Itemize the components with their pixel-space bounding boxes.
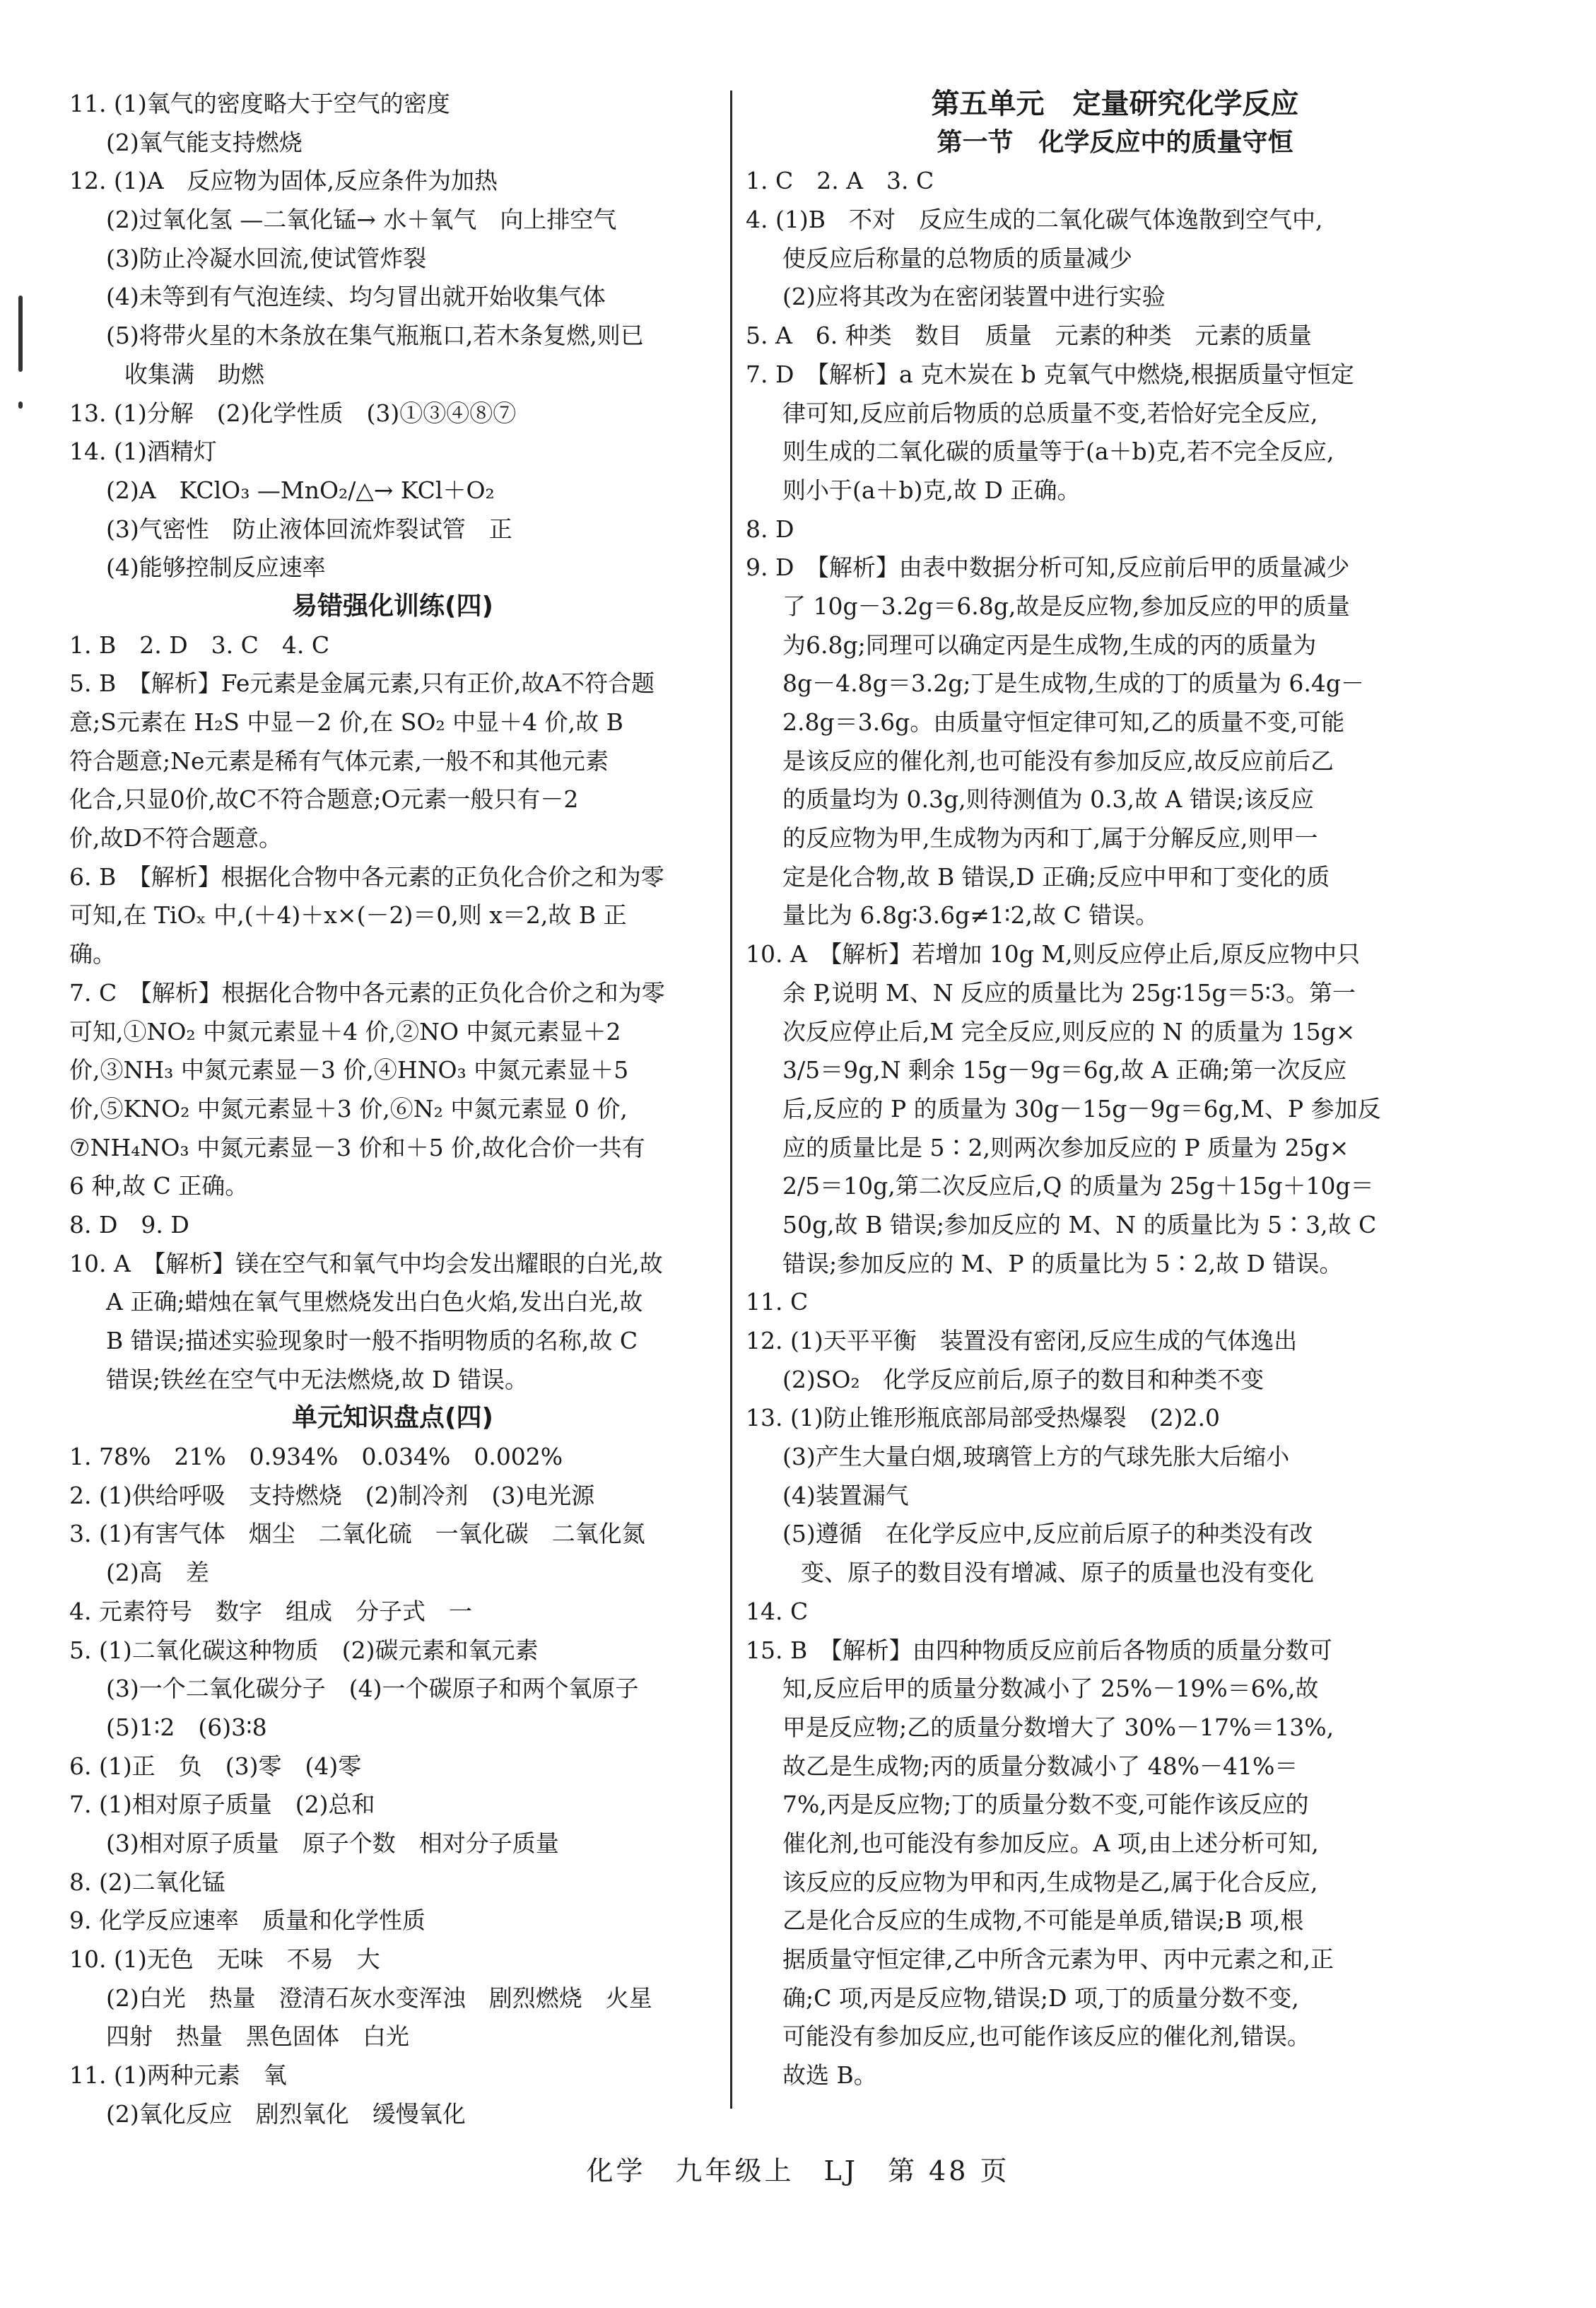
answer-line: 确;C 项,丙是反应物,错误;D 项,丁的质量分数不变, — [782, 1984, 1299, 2012]
answer-line: 可知,①NO₂ 中氮元素显＋4 价,②NO 中氮元素显＋2 — [69, 1017, 621, 1045]
answer-line: 意;S元素在 H₂S 中显－2 价,在 SO₂ 中显＋4 价,故 B — [69, 708, 623, 736]
answer-line: 次反应停止后,M 完全反应,则反应的 N 的质量为 15g× — [782, 1017, 1356, 1045]
answer-line: 则生成的二氧化碳的质量等于(a＋b)克,若不完全反应, — [782, 438, 1334, 466]
answer-line: 14. C — [746, 1597, 809, 1625]
answer-line: 律可知,反应前后物质的总质量不变,若恰好完全反应, — [782, 399, 1318, 427]
answer-line: 8g－4.8g＝3.2g;丁是生成物,生成的丁的质量为 6.4g－ — [782, 669, 1365, 698]
section-heading: 单元知识盘点(四) — [292, 1403, 493, 1433]
answer-line: A 正确;蜡烛在氧气里燃烧发出白色火焰,发出白光,故 — [106, 1288, 643, 1316]
page-footer: 化学 九年级上 LJ 第 48 页 — [586, 2155, 1010, 2186]
answer-line: 收集满 助燃 — [124, 360, 264, 388]
answer-line: 2. (1)供给呼吸 支持燃烧 (2)制冷剂 (3)电光源 — [69, 1481, 595, 1509]
answer-line: 10. A 【解析】若增加 10g M,则反应停止后,原反应物中只 — [746, 940, 1361, 968]
answer-line: (4)未等到有气泡连续、均匀冒出就开始收集气体 — [106, 283, 606, 311]
answer-line: 余 P,说明 M、N 反应的质量比为 25g∶15g＝5∶3。第一 — [782, 978, 1356, 1007]
answer-line: (2)应将其改为在密闭装置中进行实验 — [782, 283, 1166, 311]
answer-line: 错误;参加反应的 M、P 的质量比为 5∶2,故 D 错误。 — [782, 1249, 1343, 1277]
answer-line: 据质量守恒定律,乙中所含元素为甲、丙中元素之和,正 — [782, 1945, 1334, 1973]
answer-line: 催化剂,也可能没有参加反应。A 项,由上述分析可知, — [782, 1829, 1319, 1857]
answer-line: 10. A 【解析】镁在空气和氧气中均会发出耀眼的白光,故 — [69, 1249, 663, 1277]
answer-line: ⑦NH₄NO₃ 中氮元素显－3 价和＋5 价,故化合价一共有 — [69, 1133, 645, 1161]
left-column — [69, 85, 716, 2133]
answer-line: 错误;铁丝在空气中无法燃烧,故 D 错误。 — [106, 1365, 529, 1393]
answer-line: (2)A KClO₃ —MnO₂/△→ KCl＋O₂ — [106, 476, 495, 504]
answer-line: 12. (1)A 反应物为固体,反应条件为加热 — [69, 167, 498, 195]
answer-line: 5. A 6. 种类 数目 质量 元素的种类 元素的质量 — [746, 322, 1312, 350]
answer-line: 13. (1)分解 (2)化学性质 (3)①③④⑧⑦ — [69, 399, 517, 427]
answer-line: 11. (1)氧气的密度略大于空气的密度 — [69, 90, 450, 117]
answer-line: (2)过氧化氢 —二氧化锰→ 水＋氧气 向上排空气 — [106, 206, 617, 234]
answer-line: 7. (1)相对原子质量 (2)总和 — [69, 1791, 375, 1819]
answer-line: 是该反应的催化剂,也可能没有参加反应,故反应前后乙 — [782, 746, 1334, 775]
answer-line: 量比为 6.8g∶3.6g≠1∶2,故 C 错误。 — [782, 901, 1159, 930]
answer-line: 7. D 【解析】a 克木炭在 b 克氧气中燃烧,根据质量守恒定 — [746, 360, 1354, 388]
answer-line: 10. (1)无色 无味 不易 大 — [69, 1945, 380, 1973]
answer-line: 14. (1)酒精灯 — [69, 438, 217, 466]
answer-line: 8. D — [746, 515, 794, 543]
right-column — [746, 85, 1484, 2095]
answer-line: 9. D 【解析】由表中数据分析可知,反应前后甲的质量减少 — [746, 553, 1350, 582]
answer-line: 5. B 【解析】Fe元素是金属元素,只有正价,故A不符合题 — [69, 669, 655, 698]
answer-line: 5. (1)二氧化碳这种物质 (2)碳元素和氧元素 — [69, 1636, 539, 1664]
answer-line: 1. B 2. D 3. C 4. C — [69, 631, 330, 659]
answer-line: (3)相对原子质量 原子个数 相对分子质量 — [106, 1829, 559, 1857]
answer-line: 乙是化合反应的生成物,不可能是单质,错误;B 项,根 — [782, 1906, 1304, 1935]
answer-line: 8. (2)二氧化锰 — [69, 1868, 225, 1896]
scan-mark — [18, 295, 23, 372]
section-heading: 第五单元 定量研究化学反应 — [931, 88, 1299, 120]
answer-line: 1. 78% 21% 0.934% 0.034% 0.002% — [69, 1443, 563, 1471]
answer-line: (4)能够控制反应速率 — [106, 553, 326, 582]
answer-line: 13. (1)防止锥形瓶底部局部受热爆裂 (2)2.0 — [746, 1404, 1220, 1432]
answer-line: (3)气密性 防止液体回流炸裂试管 正 — [106, 515, 512, 543]
section-heading: 第一节 化学反应中的质量守恒 — [937, 127, 1293, 157]
answer-line: 3/5＝9g,N 剩余 15g－9g＝6g,故 A 正确;第一次反应 — [782, 1056, 1347, 1084]
answer-line: (3)产生大量白烟,玻璃管上方的气球先胀大后缩小 — [782, 1443, 1290, 1471]
answer-line: (5)遵循 在化学反应中,反应前后原子的种类没有改 — [782, 1520, 1313, 1548]
answer-line: 价,故D不符合题意。 — [69, 824, 282, 853]
answer-line: 价,⑤KNO₂ 中氮元素显＋3 价,⑥N₂ 中氮元素显 0 价, — [69, 1094, 628, 1123]
answer-line: 则小于(a＋b)克,故 D 正确。 — [782, 476, 1081, 504]
answer-line: 4. (1)B 不对 反应生成的二氧化碳气体逸散到空气中, — [746, 206, 1323, 234]
answer-line: 6. (1)正 负 (3)零 (4)零 — [69, 1752, 362, 1780]
answer-line: B 错误;描述实验现象时一般不指明物质的名称,故 C — [106, 1327, 638, 1354]
answer-line: (2)氧化反应 剧烈氧化 缓慢氧化 — [106, 2099, 466, 2128]
answer-line: 2.8g＝3.6g。由质量守恒定律可知,乙的质量不变,可能 — [782, 708, 1345, 736]
answer-line: 甲是反应物;乙的质量分数增大了 30%－17%＝13%, — [782, 1713, 1334, 1741]
answer-line: 使反应后称量的总物质的质量减少 — [782, 244, 1132, 272]
answer-line: (3)一个二氧化碳分子 (4)一个碳原子和两个氧原子 — [106, 1675, 639, 1703]
answer-line: 确。 — [69, 940, 116, 968]
answer-line: 化合,只显0价,故C不符合题意;O元素一般只有－2 — [69, 785, 579, 814]
answer-line: 故选 B。 — [782, 2061, 877, 2090]
answer-line: 6 种,故 C 正确。 — [69, 1172, 249, 1200]
scan-mark-dot — [18, 402, 23, 409]
answer-line: 9. 化学反应速率 质量和化学性质 — [69, 1906, 426, 1935]
answer-line: 50g,故 B 错误;参加反应的 M、N 的质量比为 5∶3,故 C — [782, 1210, 1377, 1238]
answer-line: (4)装置漏气 — [782, 1481, 909, 1509]
answer-line: 1. C 2. A 3. C — [746, 167, 934, 195]
answer-line: 符合题意;Ne元素是稀有气体元素,一般不和其他元素 — [69, 746, 609, 775]
answer-line: 可知,在 TiOₓ 中,(＋4)＋x×(－2)＝0,则 x＝2,故 B 正 — [69, 901, 627, 930]
answer-line: 价,③NH₃ 中氮元素显－3 价,④HNO₃ 中氮元素显＋5 — [69, 1056, 629, 1084]
answer-line: 定是化合物,故 B 错误,D 正确;反应中甲和丁变化的质 — [782, 862, 1330, 891]
answer-line: 4. 元素符号 数字 组成 分子式 一 — [69, 1597, 472, 1625]
answer-line: 2/5＝10g,第二次反应后,Q 的质量为 25g＋15g＋10g＝ — [782, 1172, 1374, 1200]
answer-line: (2)高 差 — [106, 1559, 209, 1587]
answer-line: 7%,丙是反应物;丁的质量分数不变,可能作该反应的 — [782, 1791, 1309, 1819]
answer-line: 的质量均为 0.3g,则待测值为 0.3,故 A 错误;该反应 — [782, 785, 1314, 814]
answer-line: 了 10g－3.2g＝6.8g,故是反应物,参加反应的甲的质量 — [782, 592, 1350, 620]
answer-line: 四射 热量 黑色固体 白光 — [106, 2022, 409, 2051]
answer-line: (2)白光 热量 澄清石灰水变浑浊 剧烈燃烧 火星 — [106, 1984, 652, 2012]
answer-line: 应的质量比是 5∶2,则两次参加反应的 P 质量为 25g× — [782, 1133, 1349, 1161]
answer-line: 15. B 【解析】由四种物质反应前后各物质的质量分数可 — [746, 1636, 1332, 1664]
answer-line: 11. C — [746, 1288, 809, 1316]
answer-line: 为6.8g;同理可以确定丙是生成物,生成的丙的质量为 — [782, 631, 1317, 659]
answer-line: 后,反应的 P 的质量为 30g－15g－9g＝6g,M、P 参加反 — [782, 1094, 1381, 1123]
section-heading: 易错强化训练(四) — [292, 591, 493, 621]
answer-line: 6. B 【解析】根据化合物中各元素的正负化合价之和为零 — [69, 862, 664, 891]
answer-line: 该反应的反应物为甲和丙,生成物是乙,属于化合反应, — [782, 1868, 1318, 1896]
answer-line: 的反应物为甲,生成物为丙和丁,属于分解反应,则甲一 — [782, 824, 1318, 853]
answer-line: 3. (1)有害气体 烟尘 二氧化硫 一氧化碳 二氧化氮 — [69, 1520, 645, 1548]
answer-line: 12. (1)天平平衡 装置没有密闭,反应生成的气体逸出 — [746, 1327, 1298, 1354]
answer-line: 故乙是生成物;丙的质量分数减小了 48%－41%＝ — [782, 1752, 1298, 1780]
answer-line: 7. C 【解析】根据化合物中各元素的正负化合价之和为零 — [69, 978, 665, 1007]
column-divider — [730, 90, 732, 2109]
answer-line: (2)氧气能支持燃烧 — [106, 128, 303, 156]
answer-line: (5)1∶2 (6)3∶8 — [106, 1713, 267, 1741]
answer-line: (3)防止冷凝水回流,使试管炸裂 — [106, 244, 427, 272]
answer-line: (2)SO₂ 化学反应前后,原子的数目和种类不变 — [782, 1365, 1265, 1393]
answer-line: 8. D 9. D — [69, 1210, 189, 1238]
answer-line: (5)将带火星的木条放在集气瓶瓶口,若木条复燃,则已 — [106, 322, 644, 350]
answer-line: 知,反应后甲的质量分数减小了 25%－19%＝6%,故 — [782, 1675, 1319, 1703]
answer-line: 11. (1)两种元素 氧 — [69, 2061, 287, 2090]
answer-line: 变、原子的数目没有增减、原子的质量也没有变化 — [801, 1559, 1314, 1587]
answer-line: 可能没有参加反应,也可能作该反应的催化剂,错误。 — [782, 2022, 1310, 2051]
